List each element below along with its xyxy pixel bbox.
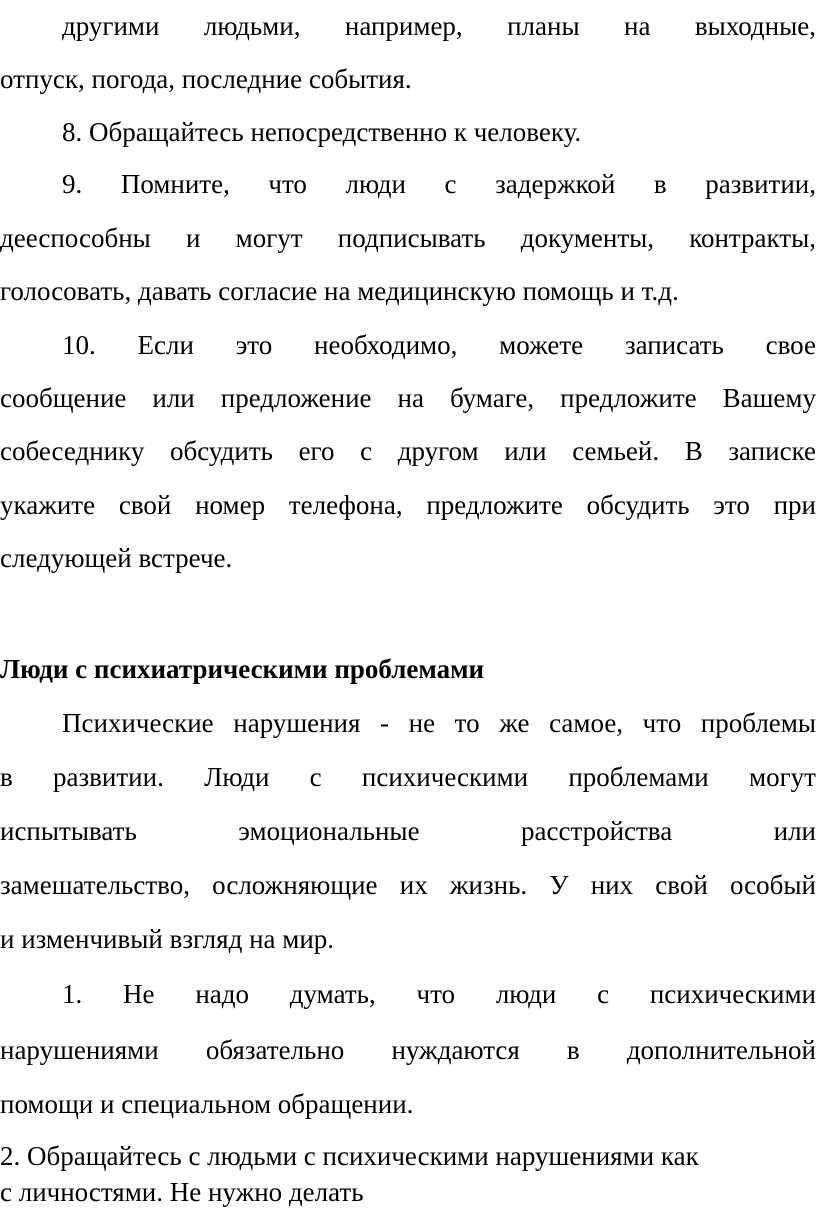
section-heading: Люди с психиатрическими проблемами [0, 654, 485, 684]
text-line: замешательство, осложняющие их жизнь. У них свой особый [0, 870, 816, 900]
text-line: в развитии. Люди с психическими проблемами могут [0, 762, 816, 792]
text-line: голосовать, давать согласие на медицинскую помощь и т.д. [0, 276, 679, 306]
list-item-9: 9. Помните, что люди с задержкой в развитии, [62, 169, 816, 199]
section-paragraph: Психические нарушения - не то же самое, что проблемы [62, 708, 816, 738]
text-line: нарушениями обязательно нуждаются в дополнительной [0, 1035, 816, 1065]
list-item-10: 10. Если это необходимо, можете записать свое [62, 330, 816, 360]
list-item-1: 1. Не надо думать, что люди с психическими [62, 979, 816, 1009]
text-line: с личностями. Не нужно делать [0, 1177, 364, 1207]
text-line: другими людьми, например, планы на выходные, [62, 11, 816, 41]
list-item-8: 8. Обращайтесь непосредственно к человеку. [62, 117, 582, 147]
text-line: отпуск, погода, последние события. [0, 64, 412, 94]
text-line: собеседнику обсудить его с другом или семьей. В записке [0, 436, 816, 466]
text-line: и изменчивый взгляд на мир. [0, 924, 335, 954]
text-line: укажите свой номер телефона, предложите обсудить это при [0, 490, 816, 520]
text-line: сообщение или предложение на бумаге, предложите Вашему [0, 383, 816, 413]
text-line: испытывать эмоциональные расстройства или [0, 816, 816, 846]
text-line: следующей встрече. [0, 543, 233, 573]
text-line: дееспособны и могут подписывать документы, контракты, [0, 223, 816, 253]
text-line: помощи и специальном обращении. [0, 1089, 414, 1119]
list-item-2: 2. Обращайтесь с людьми с психическими нарушениями как [0, 1141, 699, 1171]
